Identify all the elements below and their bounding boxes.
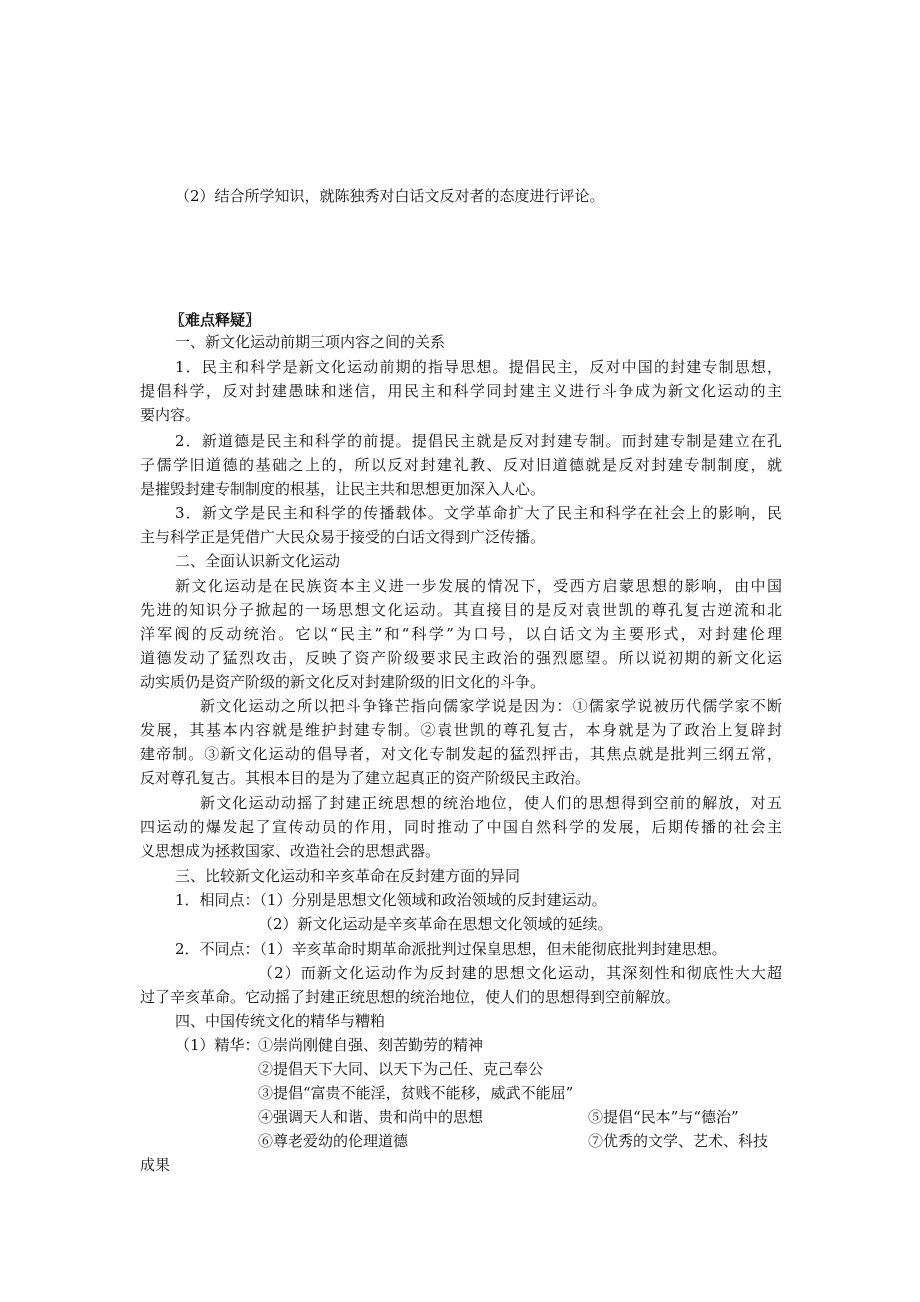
section-2-para-3-line-1: 新文化运动动摇了封建正统思想的统治地位，使人们的思想得到空前的解放，对五 xyxy=(200,794,782,812)
section-4-label: （1）精华： xyxy=(175,1036,260,1054)
section-1-para-2-line-1: 2．新道德是民主和科学的前提。提倡民主就是反对封建专制。而封建专制是建立在孔 xyxy=(175,432,782,450)
section-2-para-2-line-3: 建帝制。③新文化运动的倡导者，对文化专制发起的猛烈抨击，其焦点就是批判三纲五常， xyxy=(140,745,782,763)
question-2: （2）结合所学知识，就陈独秀对白话文反对者的态度进行评论。 xyxy=(175,187,605,205)
section-1-para-2-line-3: 是摧毁封建专制制度的根基，让民主共和思想更加深入人心。 xyxy=(140,480,546,498)
section-4-item-3: ③提倡“富贵不能淫，贫贱不能移，威武不能屈” xyxy=(258,1084,574,1102)
section-4-item-4: ④强调天人和谐、贵和尚中的思想 xyxy=(258,1108,484,1126)
section-2-para-1-line-2: 先进的知识分子掀起的一场思想文化运动。其直接目的是反对袁世凯的尊孔复古逆流和北 xyxy=(140,601,782,619)
section-3-same-1: 1．相同点：（1）分别是思想文化领域和政治领域的反封建运动。 xyxy=(175,891,607,909)
section-4-item-1: ①崇尚刚健自强、刻苦勤劳的精神 xyxy=(258,1036,484,1054)
section-1-para-1-line-2: 提倡科学，反对封建愚昧和迷信，用民主和科学同封建主义进行斗争成为新文化运动的主 xyxy=(140,382,782,400)
section-4-item-2: ②提倡天下大同、以天下为己任、克己奉公 xyxy=(258,1060,544,1078)
section-3-diff-2-line-2: 过了辛亥革命。它动摇了封建正统思想的统治地位，使人们的思想得到空前解放。 xyxy=(140,988,681,1006)
section-2-para-1-line-4: 道德发动了猛烈攻击，反映了资产阶级要求民主政治的强烈愿望。所以说初期的新文化运 xyxy=(140,649,782,667)
section-3-diff-1: 2．不同点：（1）辛亥革命时期革命派批判过保皇思想，但未能彻底批判封建思想。 xyxy=(175,940,727,958)
section-1-para-3-line-2: 主与科学正是凭借广大民众易于接受的白话文得到广泛传播。 xyxy=(140,528,546,546)
section-1-title: 一、新文化运动前期三项内容之间的关系 xyxy=(175,333,446,351)
section-2-para-2-line-2: 发展，其基本内容就是维护封建专制。②袁世凯的尊孔复古，本身就是为了政治上复辟封 xyxy=(140,721,782,739)
section-2-para-2-line-1: 新文化运动之所以把斗争锋芒指向儒家学说是因为：①儒家学说被历代儒学家不断 xyxy=(200,697,782,715)
section-2-para-1-line-3: 洋军阀的反动统治。它以“民主”和“科学”为口号，以白话文为主要形式，对封建伦理 xyxy=(140,625,782,643)
section-4-item-6: ⑥尊老爱幼的伦理道德 xyxy=(258,1132,409,1150)
section-4-title: 四、中国传统文化的精华与糟粕 xyxy=(175,1012,386,1030)
section-1-para-2-line-2: 子儒学旧道德的基础之上的，所以反对封建礼教、反对旧道德就是反对封建专制制度，就 xyxy=(140,456,782,474)
section-heading: 〖难点释疑〗 xyxy=(170,311,261,329)
section-3-diff-2-line-1: （2）而新文化运动作为反封建的思想文化运动，其深刻性和彻底性大大超 xyxy=(258,964,782,982)
section-2-para-1-line-5: 动实质仍是资产阶级的新文化反对封建阶级的旧文化的斗争。 xyxy=(140,673,546,691)
section-2-para-3-line-3: 义思想成为拯救国家、改造社会的思想武器。 xyxy=(140,842,441,860)
section-2-para-1-line-1: 新文化运动是在民族资本主义进一步发展的情况下，受西方启蒙思想的影响，由中国 xyxy=(175,577,782,595)
section-1-para-1-line-1: 1．民主和科学是新文化运动前期的指导思想。提倡民主，反对中国的封建专制思想， xyxy=(175,358,782,376)
section-4-tail: 成果 xyxy=(140,1156,171,1174)
section-2-para-3-line-2: 四运动的爆发起了宣传动员的作用，同时推动了中国自然科学的发展，后期传播的社会主 xyxy=(140,818,782,836)
section-2-para-2-line-4: 反对尊孔复古。其根本目的是为了建立起真正的资产阶级民主政治。 xyxy=(140,769,591,787)
section-3-same-2: （2）新文化运动是辛亥革命在思想文化领域的延续。 xyxy=(258,915,613,933)
section-2-title: 二、全面认识新文化运动 xyxy=(175,552,341,570)
section-4-item-7: ⑦优秀的文学、艺术、科技 xyxy=(588,1132,769,1150)
section-1-para-3-line-1: 3．新文学是民主和科学的传播载体。文学革命扩大了民主和科学在社会上的影响，民 xyxy=(175,504,782,522)
section-1-para-1-line-3: 要内容。 xyxy=(140,406,201,424)
section-4-item-5: ⑤提倡“民本”与“德治” xyxy=(588,1108,739,1126)
section-3-title: 三、比较新文化运动和辛亥革命在反封建方面的异同 xyxy=(175,867,521,885)
